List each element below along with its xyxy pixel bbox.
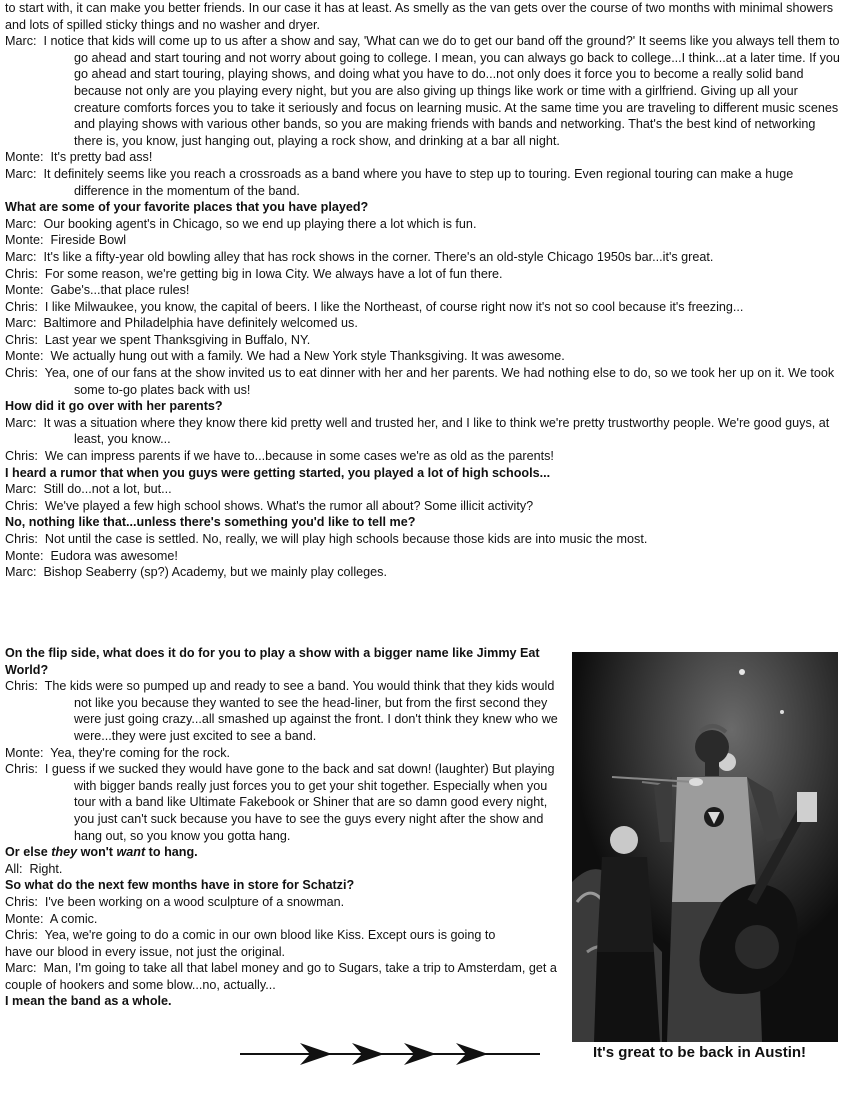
interview-question: No, nothing like that...unless there's something you'd like to tell me? (5, 515, 416, 530)
paragraph: Chris: Last year we spent Thanksgiving in Buffalo, NY. (5, 332, 311, 347)
paragraph: Marc: It definitely seems like you reach a crossroads as a band where you have to step up to touring. Even regional touring can make a huge difference in the momentum of the band. (5, 166, 794, 198)
paragraph: Monte: A comic. (5, 911, 98, 926)
paragraph: Monte: Eudora was awesome! (5, 548, 178, 563)
paragraph: Monte: Yea, they're coming for the rock. (5, 745, 231, 760)
photo-caption: It's great to be back in Austin! (593, 1044, 807, 1061)
paragraph: Marc: It was a situation where they know there kid pretty well and trusted her, and I like to think we're pretty trustworthy people. We're good guys, at least, you know... (5, 415, 830, 447)
paragraph: Chris: Yea, we're going to do a comic in our own blood like Kiss. Except ours is going to (5, 928, 496, 943)
interview-question: I mean the band as a whole. (5, 994, 172, 1009)
paragraph: Marc: Our booking agent's in Chicago, so we end up playing there a lot which is fun. (5, 216, 477, 231)
paragraph: to start with, it can make you better friends. In our case it has at least. As smelly as the van gets over the course of two months with minimal showers and lots of spilled sticky things and no washer and dryer. (5, 1, 834, 32)
paragraph: have our blood in every issue, not just the original. (5, 944, 286, 959)
paragraph: Chris: We've played a few high school shows. What's the rumor all about? Some illicit activity? (5, 498, 534, 513)
interview-question: What are some of your favorite places that you have played? (5, 200, 369, 215)
paragraph: Chris: The kids were so pumped up and ready to see a band. You would think that they kids would not like you because they wanted to see the head-liner, but from the first second they were just going crazy...all smashed up against the front. I don't think they knew who we were...they were just excited to see a band. (5, 679, 558, 743)
interview-text-top (5, 0, 840, 581)
decorative-arrow-icon (240, 1041, 540, 1067)
paragraph: Marc: It's like a fifty-year old bowling alley that has rock shows in the corner. There's an old-style Chicago 1950s bar...it's great. (5, 249, 714, 264)
band-live-photo (572, 652, 838, 1042)
interview-question: So what do the next few months have in store for Schatzi? (5, 878, 355, 893)
interview-question: On the flip side, what does it do for you to play a show with a bigger name like Jimmy Eat World? (5, 646, 540, 677)
paragraph: Monte: Fireside Bowl (5, 233, 127, 248)
paragraph: Chris: I guess if we sucked they would have gone to the back and sat down! (laughter) But playing with bigger bands really just forces you to get your shit together. Especially when you tour with a band like Ultimate Fakebook or Shiner that are so damn good every night, you just can't suck because you have to see the guys every night after the show and hang out, so you know you gotta hang. (5, 762, 555, 843)
paragraph: Chris: Yea, one of our fans at the show invited us to eat dinner with her and her parents. We had nothing else to do, so we took her up on it. We took some to-go plates back with us! (5, 366, 835, 397)
paragraph: Chris: Not until the case is settled. No, really, we will play high schools because those kids are into music the most. (5, 532, 648, 546)
paragraph: Monte: We actually hung out with a family. We had a New York style Thanksgiving. It was awesome. (5, 349, 565, 364)
paragraph: All: Right. (5, 861, 63, 876)
paragraph: Chris: I've been working on a wood sculpture of a snowman. (5, 894, 345, 909)
interview-question: How did it go over with her parents? (5, 399, 223, 414)
band-photo-illustration (572, 652, 838, 1042)
paragraph: Marc: Man, I'm going to take all that label money and go to Sugars, take a trip to Amsterdam, get a couple of hookers and some blow...no, actually... (5, 961, 557, 992)
paragraph: Marc: Bishop Seaberry (sp?) Academy, but we mainly play colleges. (5, 565, 387, 580)
paragraph: Monte: It's pretty bad ass! (5, 150, 153, 165)
paragraph: Chris: I like Milwaukee, you know, the capital of beers. I like the Northeast, of course right now it's not so cool because it's freezing... (5, 299, 744, 314)
paragraph: Marc: Baltimore and Philadelphia have definitely welcomed us. (5, 316, 358, 331)
interview-text-left-column (5, 645, 565, 1010)
paragraph: Chris: We can impress parents if we have to...because in some cases we're as old as the parents! (5, 449, 554, 464)
paragraph: Monte: Gabe's...that place rules! (5, 283, 190, 298)
paragraph: Marc: I notice that kids will come up to us after a show and say, 'What can we do to get our band off the ground?' It seems like you always tell them to go ahead and start touring and not worry about going to college. I mean, you can always go back to college...I think...at a later time. If you go ahead and start touring, playing shows, and doing what you have to do...not only does it force you to become a really solid band because not only are you playing every night, but you are also giving up things like work or time with a girlfriend. Giving up all your creature comforts forces you to take it seriously and focus on learning music. At the same time you are traveling to different music scenes and playing shows with various other bands, so you are making friends with bands and networking. That's the best kind of networking there is, you know, just hanging out, playing a rock show, and drinking at a bar all night. (5, 34, 840, 148)
interview-question: Or else they won't want to hang. (5, 845, 198, 860)
paragraph: Chris: For some reason, we're getting big in Iowa City. We always have a lot of fun there. (5, 266, 503, 281)
paragraph: Marc: Still do...not a lot, but... (5, 482, 172, 497)
interview-question: I heard a rumor that when you guys were getting started, you played a lot of high schools... (5, 465, 551, 480)
